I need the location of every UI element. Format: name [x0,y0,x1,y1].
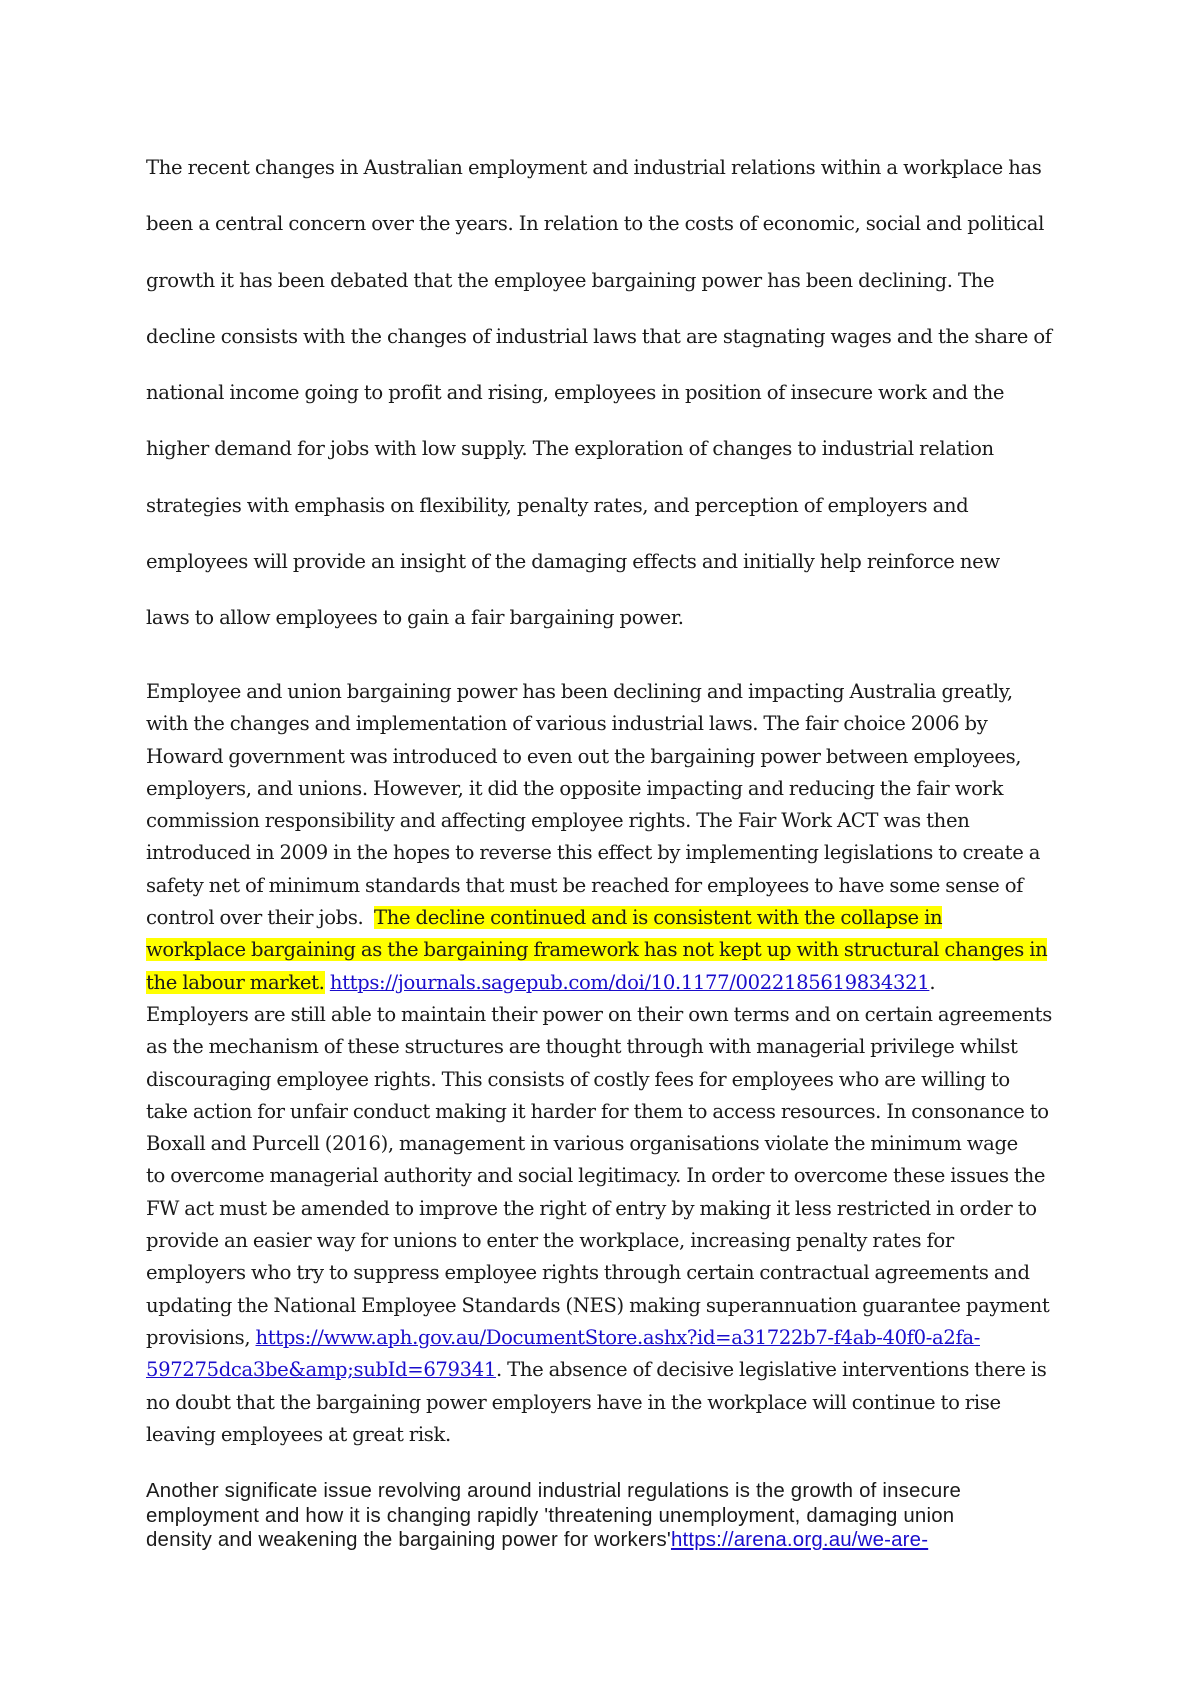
text-line: updating the National Employee Standards (NES) making superannuation guarantee payment [146,1293,1050,1317]
text-segment: . [929,970,936,994]
text-line: employers, and unions. However, it did the opposite impacting and reducing the fair work [146,776,1004,800]
text-line: leaving employees at great risk. [146,1422,451,1446]
text-line: as the mechanism of these structures are thought through with managerial privilege whilst [146,1035,1018,1059]
highlighted-text: workplace bargaining as the bargaining framework has not kept up with structural changes in [146,938,1048,962]
text-line: introduced in 2009 in the hopes to reverse this effect by implementing legislations to create a [146,841,1041,865]
text-line: safety net of minimum standards that must be reached for employees to have some sense of [146,873,1024,897]
text-line: laws to allow employees to gain a fair bargaining power. [146,606,684,630]
text-line: FW act must be amended to improve the right of entry by making it less restricted in order to [146,1196,1037,1220]
text-segment: . The absence of decisive legislative interventions there is [496,1358,1047,1382]
text-line: to overcome managerial authority and social legitimacy. In order to overcome these issues the [146,1164,1046,1188]
text-line: The recent changes in Australian employment and industrial relations within a workplace has [146,156,1042,179]
text-line [146,967,1074,999]
text-line: employers who try to suppress employee rights through certain contractual agreements and [146,1261,1030,1285]
paragraph-intro [146,140,1074,647]
arena-link[interactable]: https://arena.org.au/we-are- [670,1529,929,1551]
text-line: Employee and union bargaining power has been declining and impacting Australia greatly, [146,680,1013,703]
text-line: provide an easier way for unions to enter the workplace, increasing penalty rates for [146,1229,954,1253]
text-line [146,934,1074,966]
text-line: Another significate issue revolving around industrial regulations is the growth of insecure [146,1480,962,1502]
text-line [146,1354,1074,1386]
text-segment: provisions, [146,1325,256,1349]
text-line: with the changes and implementation of various industrial laws. The fair choice 2006 by [146,712,988,736]
text-line: Boxall and Purcell (2016), management in various organisations violate the minimum wage [146,1132,1018,1156]
paragraph-bargaining-power [146,676,1074,1451]
text-line: Howard government was introduced to even out the bargaining power between employees, [146,744,1022,768]
text-segment: density and weakening the bargaining power for workers' [146,1529,671,1551]
text-line: been a central concern over the years. In relation to the costs of economic, social and political [146,212,1045,236]
sagepub-link[interactable]: https://journals.sagepub.com/doi/10.1177/0022185619834321 [329,970,930,994]
text-line [146,1528,1074,1553]
text-segment: control over their jobs. [146,906,374,930]
highlighted-text: The decline continued and is consistent with the collapse in [373,906,943,930]
text-line: decline consists with the changes of industrial laws that are stagnating wages and the share of [146,324,1052,348]
text-line: strategies with emphasis on flexibility, penalty rates, and perception of employers and [146,493,969,517]
text-line: growth it has been debated that the employee bargaining power has been declining. The [146,268,995,292]
highlighted-text: the labour market. [146,970,325,994]
text-line [146,902,1074,934]
text-line: commission responsibility and affecting employee rights. The Fair Work ACT was then [146,809,970,833]
text-line: take action for unfair conduct making it harder for them to access resources. In consonance to [146,1099,1049,1123]
text-line: national income going to profit and rising, employees in position of insecure work and the [146,381,1005,405]
aph-link-part1[interactable]: https://www.aph.gov.au/DocumentStore.ashx?id=a31722b7-f4ab-40f0-a2fa- [255,1325,980,1349]
text-line: discouraging employee rights. This consists of costly fees for employees who are willing to [146,1067,1010,1091]
paragraph-insecure-employment [146,1479,1074,1553]
text-line: higher demand for jobs with low supply. The exploration of changes to industrial relation [146,437,994,461]
text-line: employees will provide an insight of the damaging effects and initially help reinforce new [146,550,1000,574]
text-line: Employers are still able to maintain their power on their own terms and on certain agreements [146,1002,1052,1026]
text-line: no doubt that the bargaining power employers have in the workplace will continue to rise [146,1390,1001,1414]
text-line [146,1322,1074,1354]
text-line: employment and how it is changing rapidly 'threatening unemployment, damaging union [146,1504,955,1527]
aph-link-part2[interactable]: 597275dca3be&amp;subId=679341 [146,1358,497,1382]
